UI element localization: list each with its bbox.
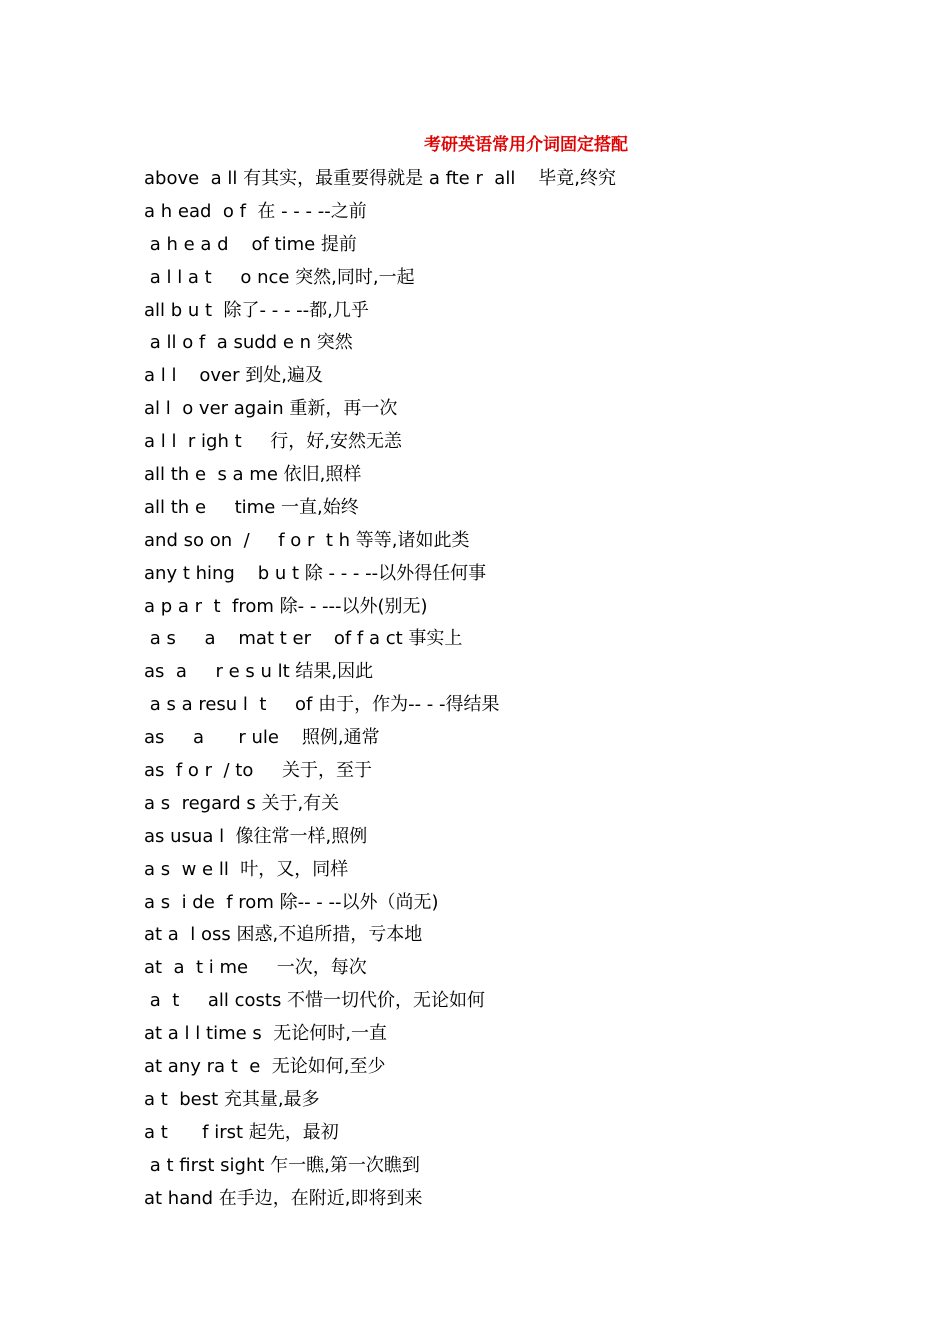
phrase-entry: a s w e ll 叶，又，同样 bbox=[144, 858, 349, 880]
phrase-entry: at a t i me 一次，每次 bbox=[144, 957, 367, 979]
phrase-entry: a s i de f rom 除-- - --以外（尚无) bbox=[144, 891, 439, 913]
phrase-entry: and so on / f o r t h 等等,诸如此类 bbox=[144, 529, 470, 551]
phrase-entry: a s regard s 关于,有关 bbox=[144, 792, 340, 814]
phrase-entry: above a ll 有其实，最重要得就是 a fte r all 毕竟,终究 bbox=[144, 168, 616, 189]
phrase-entry: all th e time 一直,始终 bbox=[144, 496, 359, 518]
phrase-list bbox=[144, 165, 864, 1218]
phrase-entry: a t best 充其量,最多 bbox=[144, 1088, 320, 1110]
phrase-entry: al l o ver again 重新，再一次 bbox=[144, 398, 398, 420]
phrase-entry: a h e a d of time 提前 bbox=[144, 233, 357, 255]
document-title: 考研英语常用介词固定搭配 bbox=[424, 135, 628, 155]
phrase-entry: at any ra t e 无论如何,至少 bbox=[144, 1056, 386, 1078]
phrase-entry: all th e s a me 依旧,照样 bbox=[144, 464, 362, 486]
phrase-entry: as usua l 像往常一样,照例 bbox=[144, 825, 368, 847]
phrase-entry: a t first sight 乍一瞧,第一次瞧到 bbox=[144, 1154, 420, 1176]
phrase-entry: a h ead o f 在 - - - --之前 bbox=[144, 200, 367, 222]
phrase-entry: at hand 在手边，在附近,即将到来 bbox=[144, 1187, 423, 1209]
phrase-entry: a l l over 到处,遍及 bbox=[144, 365, 323, 387]
phrase-entry: at a l oss 困惑,不追所措，亏本地 bbox=[144, 924, 423, 946]
phrase-entry: all b u t 除了- - - --都,几乎 bbox=[144, 299, 369, 321]
phrase-entry: a s a resu l t of 由于，作为-- - -得结果 bbox=[144, 694, 500, 716]
phrase-entry: a s a mat t er of f a ct 事实上 bbox=[144, 628, 463, 650]
phrase-entry: as f o r / to 关于，至于 bbox=[144, 760, 372, 782]
phrase-entry: a l l a t o nce 突然,同时,一起 bbox=[144, 266, 415, 288]
phrase-entry: a p a r t from 除- - ---以外(别无) bbox=[144, 595, 428, 617]
phrase-entry: at a l l time s 无论何时,一直 bbox=[144, 1023, 387, 1045]
phrase-entry: a t all costs 不惜一切代价，无论如何 bbox=[144, 990, 486, 1012]
phrase-entry: a l l r igh t 行，好,安然无恙 bbox=[144, 431, 402, 453]
phrase-entry: as a r e s u lt 结果,因此 bbox=[144, 661, 374, 683]
phrase-entry: a ll o f a sudd e n 突然 bbox=[144, 332, 353, 354]
phrase-entry: a t f irst 起先，最初 bbox=[144, 1121, 339, 1143]
phrase-entry: any t hing b u t 除 - - - --以外得任何事 bbox=[144, 562, 487, 584]
phrase-entry: as a r ule 照例,通常 bbox=[144, 727, 380, 749]
